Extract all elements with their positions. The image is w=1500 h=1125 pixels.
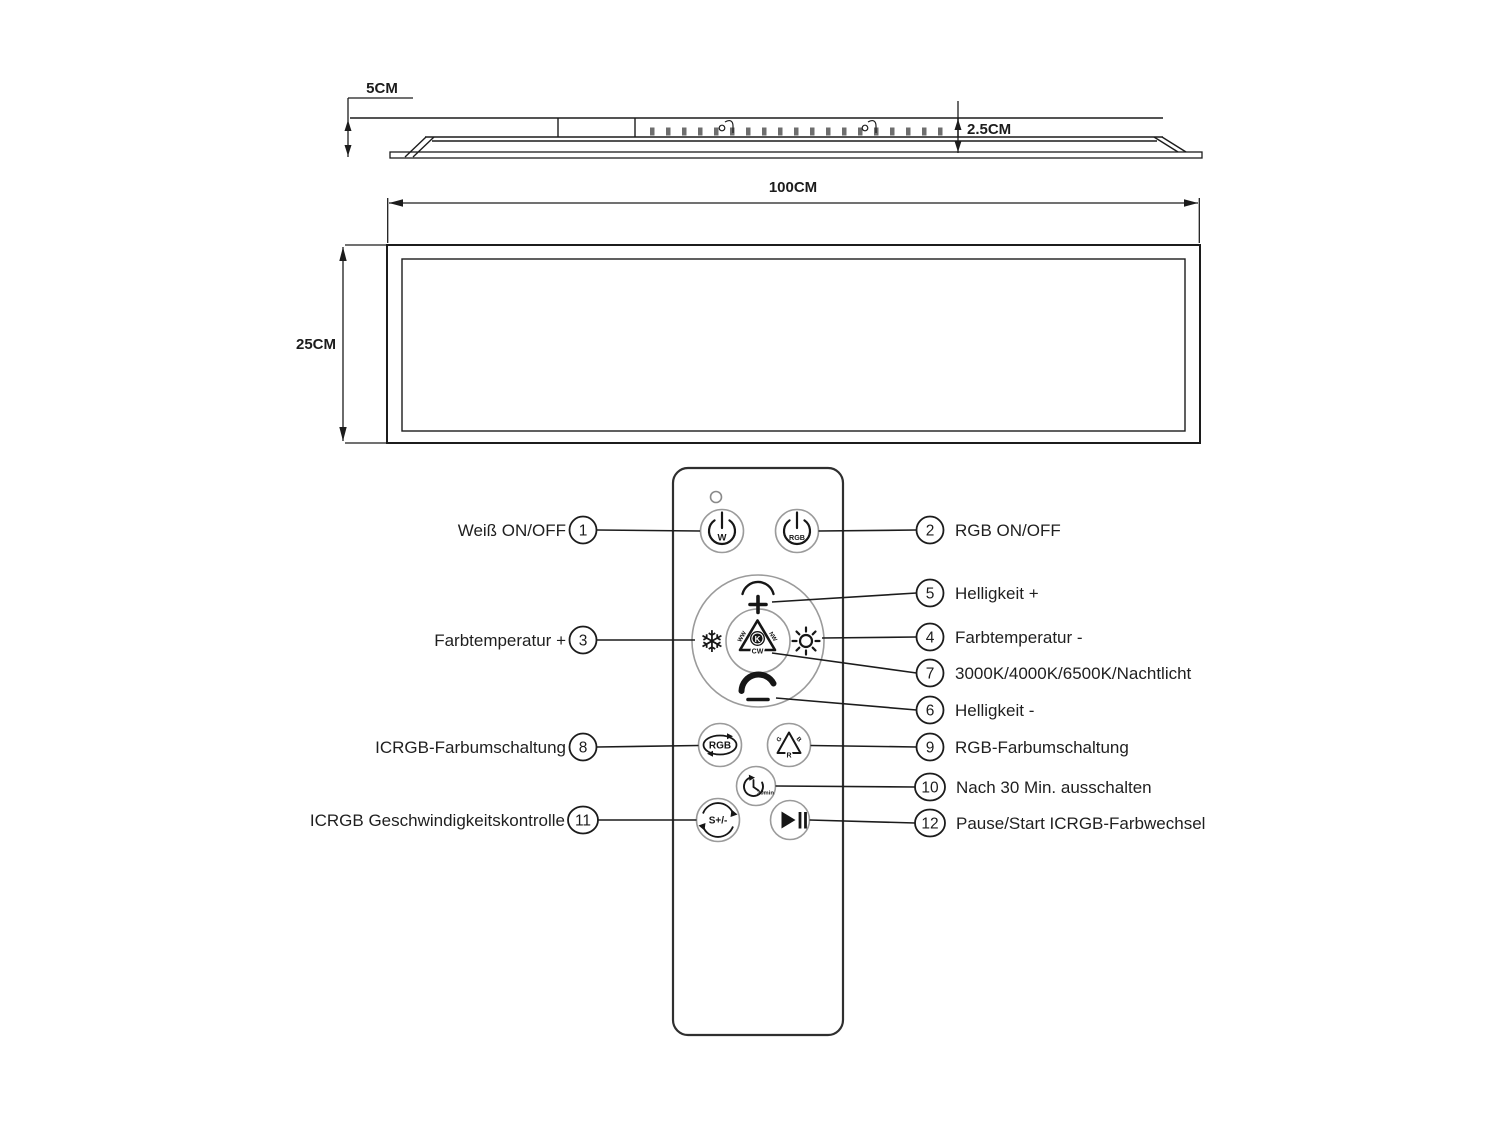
white-power-label: W <box>717 532 727 544</box>
kelvin-letter: K <box>754 634 761 644</box>
timer-button <box>737 767 776 806</box>
callout-label: Farbtemperatur - <box>955 628 1083 647</box>
callout-8 <box>375 734 698 761</box>
callout-label: RGB-Farbumschaltung <box>955 738 1129 757</box>
callout-number: 10 <box>921 779 939 797</box>
dial-cw-label: CW <box>751 648 764 656</box>
callout-label: Weiß ON/OFF <box>457 521 566 540</box>
tri-g-label: G <box>775 736 784 744</box>
callout-number: 2 <box>925 522 935 540</box>
panel-inner-frame <box>402 259 1185 431</box>
dim-2-5cm-label: 2.5CM <box>967 121 1012 138</box>
vent-strip <box>558 118 958 137</box>
callout-number: 3 <box>578 632 588 650</box>
callout-number: 6 <box>925 702 935 720</box>
dim-25cm <box>296 245 386 443</box>
callout-number: 9 <box>925 739 935 757</box>
rgb-color-button <box>768 724 811 767</box>
remote-control <box>673 468 843 1035</box>
snowflake-icon: ❄ <box>699 626 725 659</box>
callouts-left <box>310 517 700 834</box>
panel-side-view <box>350 118 1202 158</box>
callout-label: RGB ON/OFF <box>955 521 1061 540</box>
dim-25cm-label: 25CM <box>295 336 337 353</box>
remote-body <box>673 468 843 1035</box>
callout-12 <box>810 810 1206 837</box>
white-power-button <box>701 510 744 553</box>
mounting-clip-icon <box>862 121 876 133</box>
callout-2 <box>819 517 1061 544</box>
rgb-power-button <box>776 510 819 553</box>
speed-label: S+/- <box>708 815 728 827</box>
callout-label: ICRGB Geschwindigkeitskontrolle <box>309 811 565 830</box>
dial-ww-label: WW <box>737 630 749 644</box>
callout-label: Nach 30 Min. ausschalten <box>956 778 1152 797</box>
callout-label: Farbtemperatur + <box>434 631 566 650</box>
play-pause-button <box>771 801 810 840</box>
rgb-power-label: RGB <box>789 533 805 542</box>
callout-number: 1 <box>578 522 588 540</box>
callout-label: ICRGB-Farbumschaltung <box>375 738 566 757</box>
callout-label: Helligkeit - <box>955 701 1035 720</box>
callout-number: 12 <box>921 815 939 833</box>
panel-outer-frame <box>387 245 1200 443</box>
callout-1 <box>458 517 700 544</box>
dim-100cm <box>388 179 1200 243</box>
callout-9 <box>811 734 1129 761</box>
dim-100cm-label: 100CM <box>768 179 818 196</box>
callout-number: 5 <box>925 585 935 603</box>
icrgb-color-button <box>699 724 742 767</box>
tri-r-label: R <box>786 752 792 760</box>
callout-11 <box>310 807 697 834</box>
dial-nw-label: NW <box>767 631 778 643</box>
dim-2-5cm <box>955 101 1012 153</box>
callout-number: 7 <box>925 665 935 683</box>
callout-number: 11 <box>574 812 592 830</box>
panel-front-view <box>387 245 1200 443</box>
callout-label: Pause/Start ICRGB-Farbwechsel <box>956 814 1206 833</box>
callout-4 <box>822 624 1083 651</box>
icrgb-button-label: RGB <box>708 740 732 752</box>
callout-3 <box>434 627 695 654</box>
dim-5cm-label: 5CM <box>366 80 398 97</box>
callout-label: Helligkeit + <box>955 584 1039 603</box>
callout-label: 3000K/4000K/6500K/Nachtlicht <box>955 664 1192 683</box>
tri-b-label: B <box>794 736 802 744</box>
callout-number: 4 <box>925 629 935 647</box>
speed-button <box>697 799 740 842</box>
timer-label: 30min <box>757 790 774 797</box>
callout-number: 8 <box>578 739 588 757</box>
side-bottom-strip <box>390 152 1202 158</box>
